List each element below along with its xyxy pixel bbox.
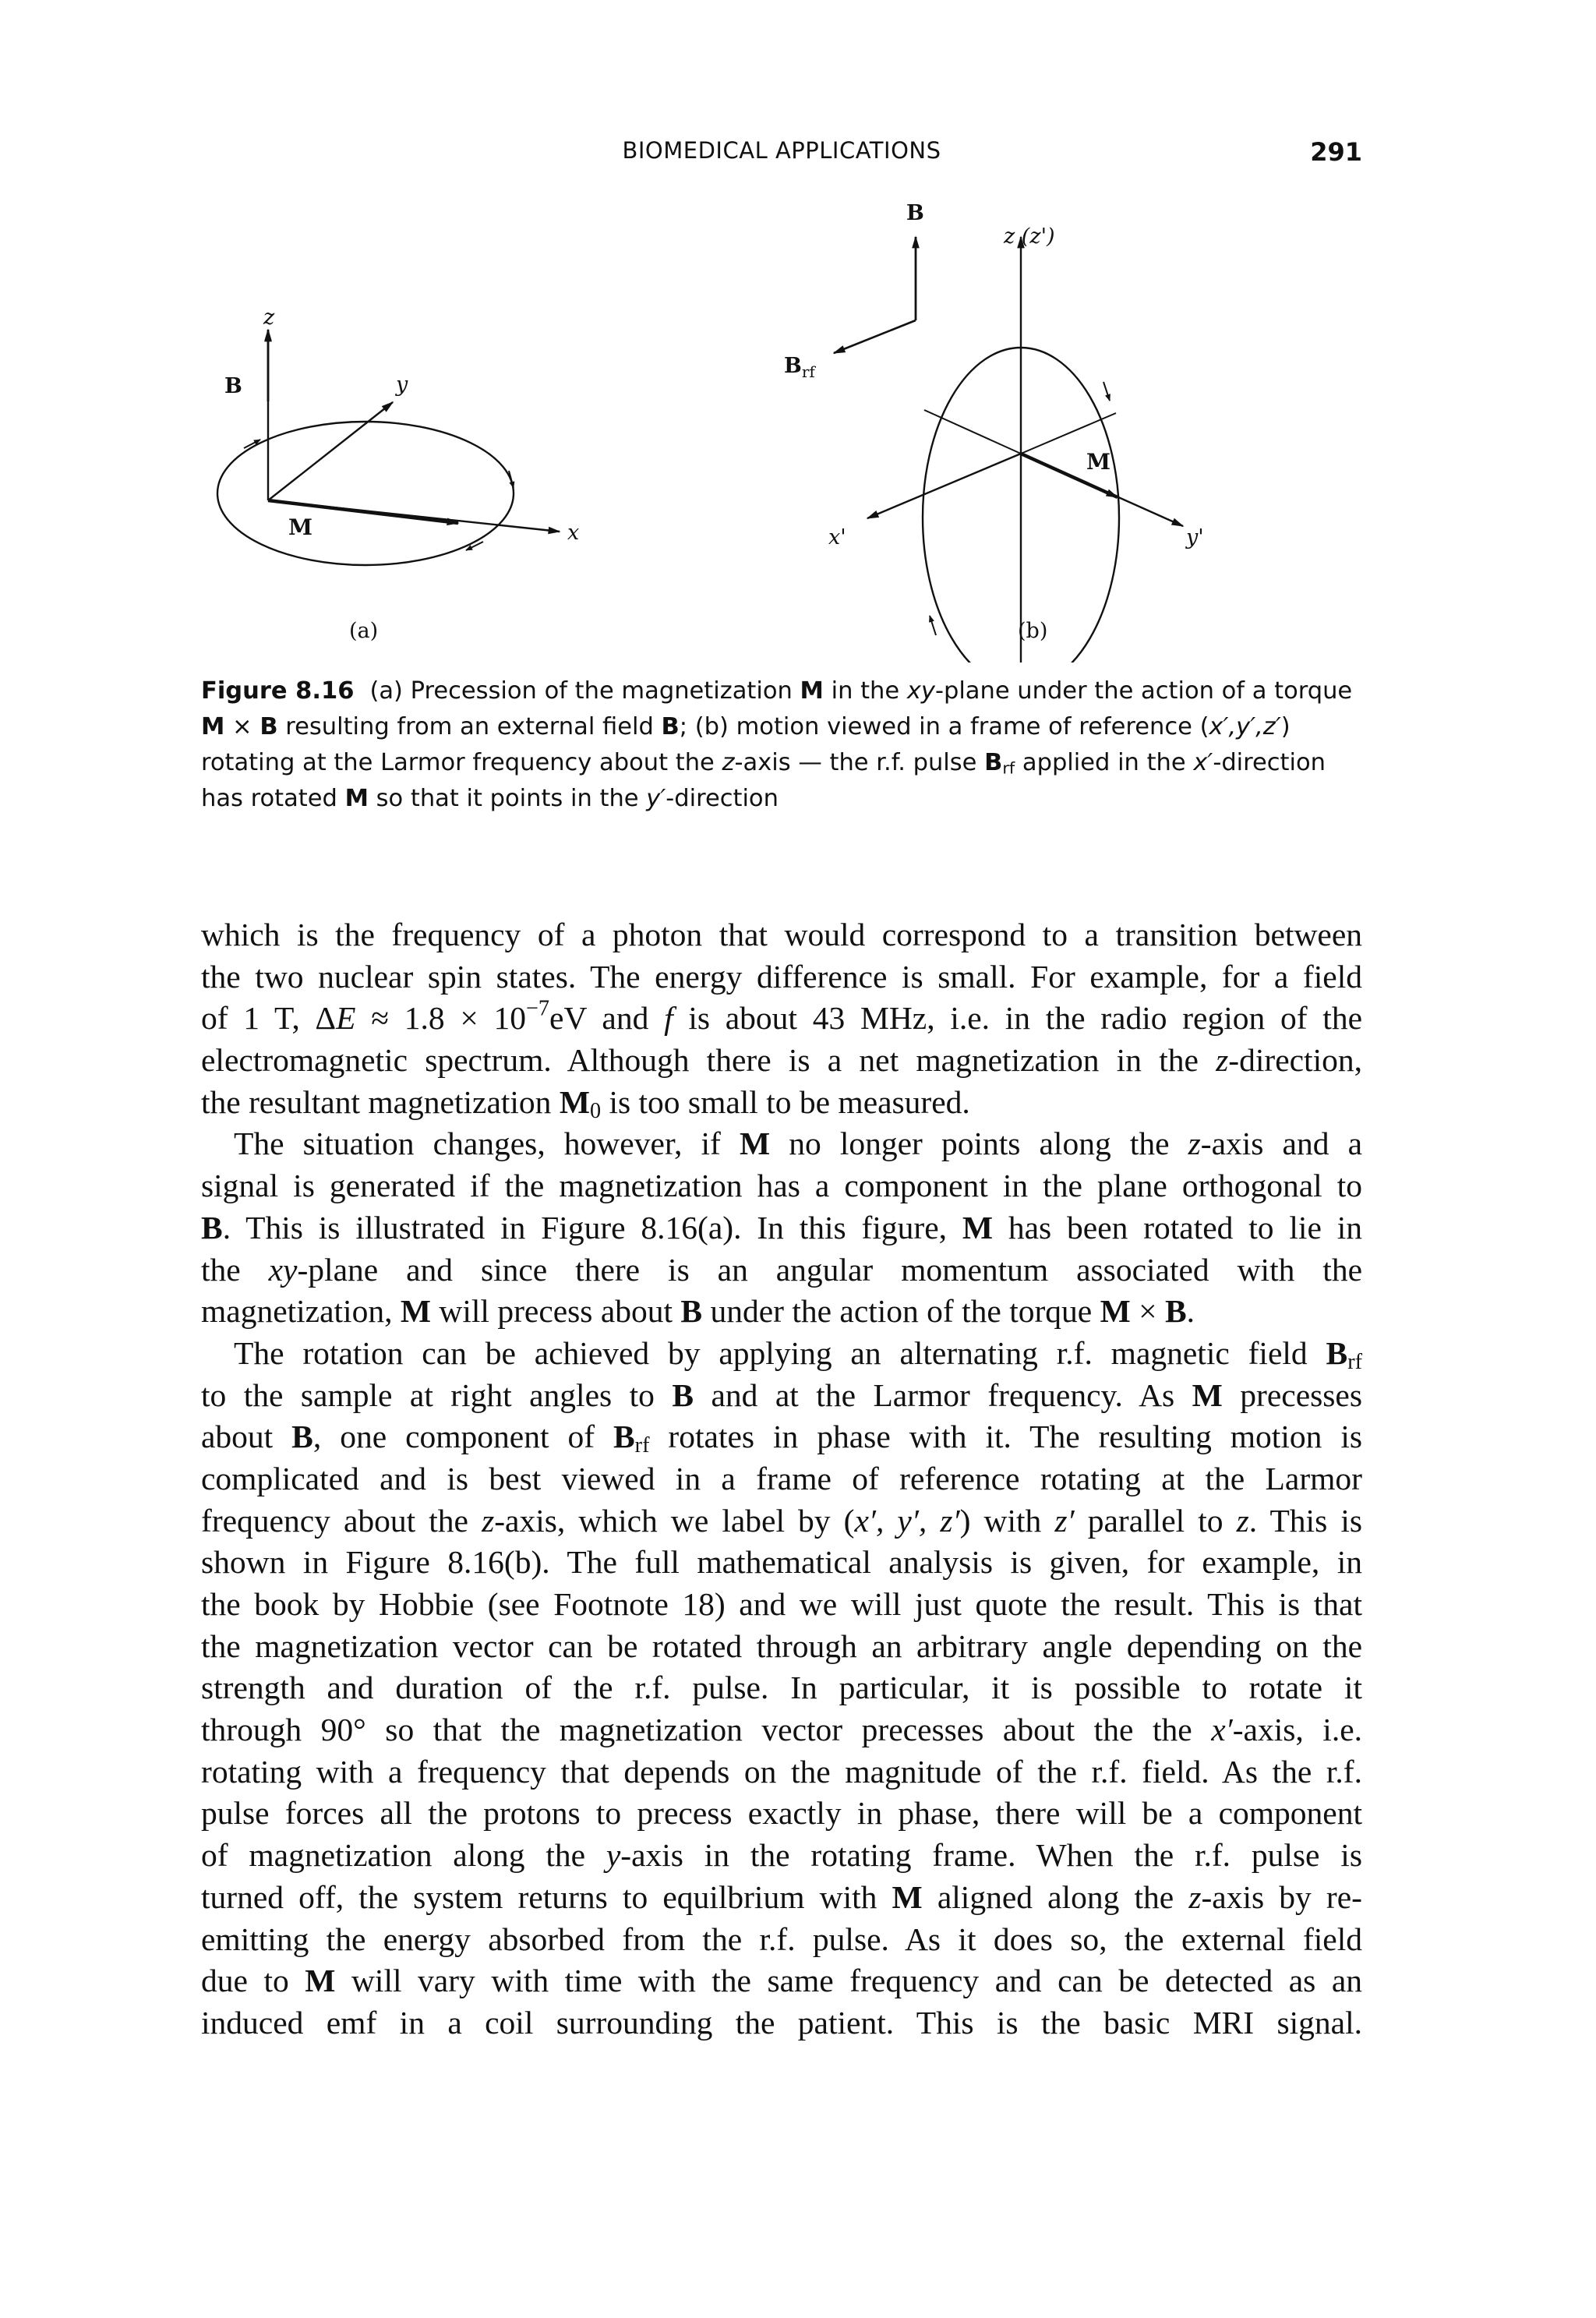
text-line: B. This is illustrated in Figure 8.16(a). In this figure, M has been rotated to lie in	[201, 1209, 1362, 1246]
panel-label-b: (b)	[1018, 619, 1048, 643]
running-title: BIOMEDICAL APPLICATIONS	[622, 137, 941, 164]
text-line: to the sample at right angles to B and at the Larmor frequency. As M precesses	[201, 1376, 1362, 1413]
rotated-plane-line-2	[1021, 413, 1116, 454]
caption-line-3: rotating at the Larmor frequency about the z-axis — the r.f. pulse $B_{rf}$ applied in the x′-direction	[201, 749, 1326, 778]
text-line: The rotation can be achieved by applying an alternating r.f. magnetic field $B_{rf}$	[234, 1334, 1362, 1375]
text-line: turned off, the system returns to equilbrium with M aligned along the z-axis by re-	[201, 1878, 1362, 1915]
axis-y-label-a: y	[396, 373, 408, 397]
panel-b	[784, 201, 1204, 663]
text-line: which is the frequency of a photon that would correspond to a transition between	[201, 917, 1362, 952]
axis-x-prime-label: x'	[828, 525, 846, 549]
text-line: of 1 T, $\Delta E \approx 1.8 \times 10^{-7}eV$ and f is about 43 MHz, i.e. in the radio region of the	[201, 996, 1363, 1037]
rotated-plane-line-1	[924, 410, 1021, 454]
axis-z-label-a: z	[263, 306, 275, 330]
orbit-arrow-b2	[930, 616, 936, 635]
running-head	[201, 137, 1362, 171]
text-line: emitting the energy absorbed from the r.f. pulse. As it does so, the external field	[201, 1920, 1362, 1957]
text-line: strength and duration of the r.f. pulse. In particular, it is possible to rotate it	[201, 1670, 1362, 1706]
orbit-arrow-a3	[509, 471, 514, 488]
text-line: of magnetization along the y-axis in the rotating frame. When the r.f. pulse is	[201, 1837, 1362, 1874]
rf-field-arrow	[834, 320, 916, 353]
caption-line-1: Figure 8.16 (a) Precession of the magnetization M in the xy-plane under the action of a torque	[201, 677, 1353, 705]
text-line: the resultant magnetization $M_0$ is too small to be measured.	[201, 1083, 970, 1123]
axis-y-prime-label: y'	[1186, 525, 1204, 549]
vector-label-m-a: M	[288, 514, 312, 540]
text-line: magnetization, M will precess about B under the action of the torque M × B.	[201, 1293, 1195, 1330]
rf-label: $B_{rf}$	[784, 354, 815, 381]
text-line: through 90° so that the magnetization vector precesses about the the x′-axis, i.e.	[201, 1712, 1363, 1748]
figure-drawing	[201, 187, 1362, 663]
field-label-b-b: B	[906, 201, 924, 225]
text-line: frequency about the z-axis, which we label by (x′, y′, z′) with z′ parallel to z. This is	[201, 1502, 1363, 1539]
text-line: induced emf in a coil surrounding the patient. This is the basic MRI signal.	[201, 2004, 1362, 2041]
precession-orbit-a	[217, 422, 514, 565]
caption-line-4: has rotated M so that it points in the y′-direction	[201, 785, 779, 812]
text-line: the book by Hobbie (see Footnote 18) and we will just quote the result. This is that	[201, 1586, 1362, 1622]
axis-x-prime-b	[867, 454, 1021, 518]
axis-y-a	[268, 402, 393, 500]
text-line: the two nuclear spin states. The energy difference is small. For example, for a field	[201, 958, 1362, 995]
text-line: complicated and is best viewed in a frame of reference rotating at the Larmor	[201, 1460, 1362, 1496]
page-number: 291	[1310, 137, 1362, 167]
axis-x-label-a: x	[567, 521, 580, 545]
text-line: the magnetization vector can be rotated through an arbitrary angle depending on the	[201, 1627, 1362, 1664]
orbit-arrow-a2	[466, 542, 483, 550]
panel-label-a: (a)	[349, 619, 379, 643]
text-line: about B, one component of $B_{rf}$ rotates in phase with it. The resulting motion is	[201, 1419, 1363, 1458]
figure-8-16	[201, 187, 1362, 663]
text-line: pulse forces all the protons to precess exactly in phase, there will be a component	[201, 1795, 1362, 1832]
caption-line-2: M × B resulting from an external field B; (b) motion viewed in a frame of reference (x′,y′,z′)	[201, 713, 1291, 740]
text-line: the xy-plane and since there is an angular momentum associated with the	[201, 1251, 1362, 1288]
text-line: shown in Figure 8.16(b). The full mathematical analysis is given, for example, in	[201, 1544, 1362, 1581]
text-line: The situation changes, however, if M no longer points along the z-axis and a	[234, 1125, 1362, 1162]
field-label-b-a: B	[224, 374, 242, 398]
text-line: signal is generated if the magnetization has a component in the plane orthogonal to	[201, 1168, 1362, 1204]
text-line: electromagnetic spectrum. Although there is a net magnetization in the z-direction,	[201, 1042, 1362, 1079]
caption-label: Figure 8.16	[201, 677, 355, 705]
panel-a	[217, 306, 579, 643]
orbit-arrow-b1	[1103, 382, 1110, 401]
axis-z-label-b: z (z')	[1004, 224, 1055, 249]
body-text	[201, 914, 1362, 2044]
vector-label-m-b: M	[1086, 449, 1110, 475]
text-line: due to M will vary with time with the same frequency and can be detected as an	[201, 1963, 1362, 1999]
figure-caption	[201, 673, 1362, 817]
text-line: rotating with a frequency that depends on the magnitude of the r.f. field. As the r.f.	[201, 1753, 1362, 1790]
